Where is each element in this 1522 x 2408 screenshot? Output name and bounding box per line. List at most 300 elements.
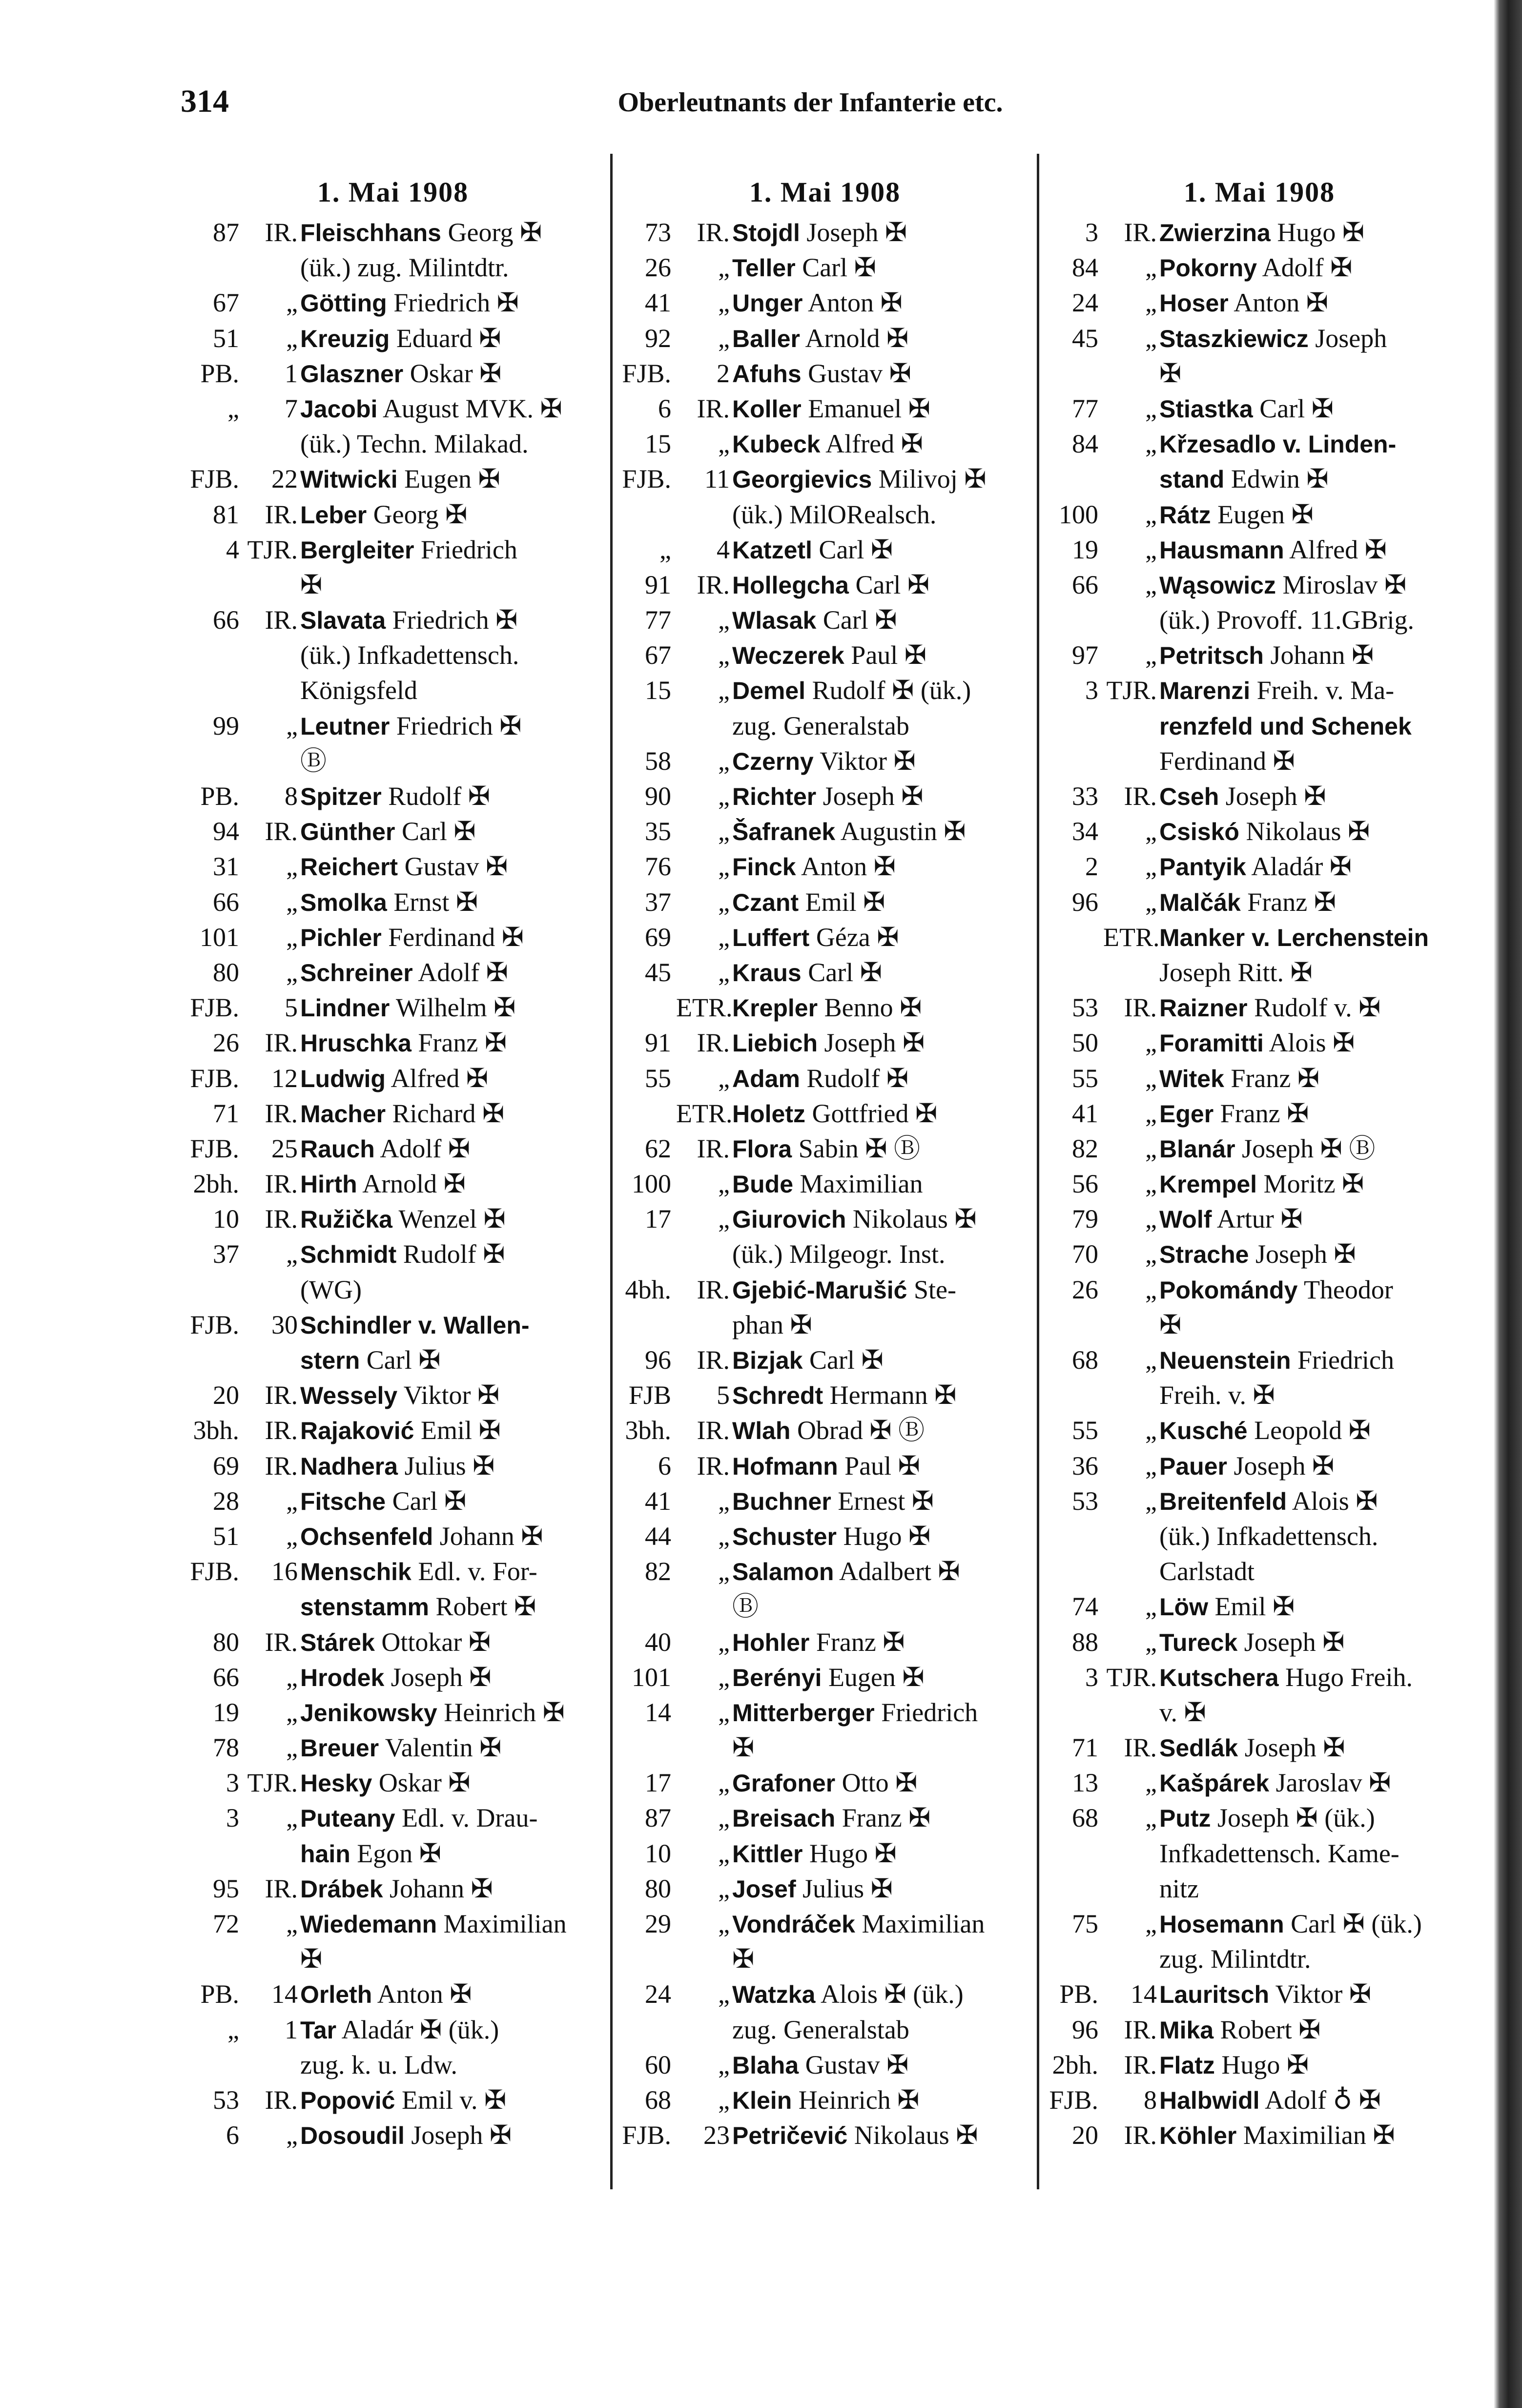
unit-type: 5	[285, 993, 298, 1023]
unit-number: 70	[1072, 1239, 1098, 1269]
officer-entry	[1159, 461, 1329, 497]
surname: Hrodek	[300, 1664, 385, 1691]
list-entry-line	[613, 708, 1037, 743]
surname: Rajaković	[300, 1417, 414, 1445]
given-name-and-notes: Hugo ✠	[1221, 2050, 1309, 2079]
list-entry-line	[1040, 567, 1479, 602]
given-name-and-notes: Carl ✠	[392, 1486, 467, 1516]
given-name-and-notes: Arnold ✠	[362, 1169, 466, 1199]
officer-entry	[732, 990, 922, 1026]
given-name-and-notes: Carl ✠	[809, 1345, 884, 1375]
unit-type: „	[286, 1239, 298, 1269]
unit-type: „	[718, 887, 730, 917]
given-name-and-notes: August MVK. ✠	[382, 393, 562, 423]
surname: Weczerek	[732, 642, 844, 670]
unit-type: „	[718, 2085, 730, 2115]
unit-type: 14	[271, 1979, 298, 2009]
list-entry-line	[181, 1589, 605, 1624]
given-name-and-notes: Artur ✠	[1216, 1204, 1303, 1234]
given-name-and-notes: Edl. v. Drau-	[402, 1803, 538, 1833]
unit-number: 29	[645, 1909, 671, 1938]
surname: Blaha	[732, 2051, 799, 2079]
surname: Richter	[732, 783, 817, 810]
unit-number: 15	[645, 676, 671, 705]
surname: Krepler	[732, 994, 818, 1022]
officer-entry	[300, 215, 542, 250]
surname: Leber	[300, 501, 367, 529]
list-entry-line	[181, 849, 605, 884]
given-name-and-notes: Géza ✠	[816, 922, 899, 952]
unit-number: 100	[632, 1169, 671, 1199]
officer-entry	[1159, 1307, 1181, 1343]
given-name-and-notes: Aladár ✠ (ük.)	[341, 2015, 499, 2044]
unit-type: „	[718, 288, 730, 318]
list-entry-line	[613, 849, 1037, 884]
unit-number: 24	[645, 1979, 671, 2009]
list-entry-line	[181, 1342, 605, 1378]
officer-entry	[732, 1413, 925, 1448]
unit-number: 4bh.	[625, 1275, 671, 1304]
officer-entry	[300, 885, 478, 920]
given-name-and-notes: Alois ✠	[1292, 1486, 1378, 1516]
unit-type: „	[1145, 1768, 1157, 1798]
unit-type: „	[718, 1662, 730, 1692]
officer-entry	[1159, 708, 1412, 744]
unit-number: 81	[213, 499, 239, 529]
officer-entry	[1159, 250, 1352, 286]
unit-number: 45	[1072, 323, 1098, 353]
unit-type: „	[718, 605, 730, 635]
officer-entry	[300, 2082, 506, 2118]
surname: Köhler	[1159, 2122, 1237, 2150]
officer-entry	[1159, 1906, 1422, 1942]
list-entry-line	[613, 1906, 1037, 1941]
unit-number: 79	[1072, 1204, 1098, 1234]
surname: Günther	[300, 818, 395, 846]
given-name-and-notes: Hermann ✠	[829, 1380, 957, 1410]
unit-type: 25	[271, 1133, 298, 1163]
list-entry-line	[1040, 1025, 1479, 1060]
surname: Götting	[300, 289, 387, 317]
list-entry-line	[613, 567, 1037, 602]
surname: Wlah	[732, 1417, 791, 1445]
unit-number: 28	[213, 1486, 239, 1516]
unit-type: 4	[717, 535, 730, 564]
list-entry-line	[1040, 1166, 1479, 1201]
unit-number: 53	[213, 2085, 239, 2115]
unit-type: „	[718, 1521, 730, 1551]
list-entry-line	[181, 1730, 605, 1765]
list-entry-line	[181, 673, 605, 708]
list-entry-line	[181, 250, 605, 285]
unit-number: 3	[226, 1803, 239, 1833]
list-entry-line	[613, 215, 1037, 250]
unit-type: 5	[717, 1380, 730, 1410]
surname: Czant	[732, 888, 799, 916]
officer-entry	[300, 1800, 537, 1836]
unit-number: 101	[632, 1662, 671, 1692]
given-name-and-notes: Robert ✠	[435, 1592, 536, 1622]
officer-entry	[732, 1061, 908, 1096]
list-entry-line	[181, 1554, 605, 1589]
officer-entry	[300, 990, 515, 1026]
unit-number: 88	[1072, 1627, 1098, 1657]
unit-number: 71	[213, 1098, 239, 1128]
surname: Tureck	[1159, 1628, 1238, 1656]
column-1	[181, 176, 605, 2153]
unit-number: 24	[1072, 288, 1098, 318]
officer-entry	[300, 779, 490, 814]
unit-type: „	[1145, 1592, 1157, 1622]
given-name-and-notes: Georg ✠	[373, 499, 468, 529]
list-entry-line	[613, 2082, 1037, 2118]
unit-number: 87	[213, 218, 239, 247]
unit-number: 45	[645, 957, 671, 987]
list-entry-line	[1040, 920, 1479, 955]
given-name-and-notes: Robert ✠	[1220, 2015, 1321, 2044]
surname: Reichert	[300, 853, 398, 881]
given-name-and-notes: Rudolf ✠	[806, 1063, 909, 1093]
list-entry-line	[613, 602, 1037, 638]
list-entry-line	[613, 1660, 1037, 1695]
unit-type: IR.	[697, 1451, 730, 1481]
surname: Hruschka	[300, 1029, 411, 1057]
given-name-and-notes: Ⓑ	[732, 1592, 759, 1622]
list-entry-line	[613, 1976, 1037, 2012]
officer-entry	[1159, 1061, 1319, 1096]
list-entry-line	[613, 2012, 1037, 2047]
list-entry-line	[613, 1272, 1037, 1307]
list-entry-line	[1040, 1871, 1479, 1906]
given-name-and-notes: Milivoj ✠	[878, 464, 987, 494]
unit-type: ETR.	[676, 993, 733, 1023]
officer-entry	[300, 391, 562, 427]
officer-entry	[732, 849, 896, 885]
surname: Pichler	[300, 924, 382, 951]
list-entry-line	[181, 779, 605, 814]
surname: Hosemann	[1159, 1911, 1284, 1938]
list-entry-line	[613, 1236, 1037, 1272]
unit-number: 35	[645, 817, 671, 846]
given-name-and-notes: Julius ✠	[404, 1451, 495, 1481]
officer-entry	[732, 814, 966, 849]
given-name-and-notes: Viktor ✠	[1275, 1979, 1372, 2009]
surname: Breisach	[732, 1805, 836, 1832]
unit-type: „	[1145, 1204, 1157, 1234]
surname: Zwierzina	[1159, 219, 1271, 247]
list-entry-line	[181, 1096, 605, 1131]
officer-entry	[300, 321, 501, 356]
given-name-and-notes: Carl ✠	[808, 957, 882, 987]
officer-entry	[300, 743, 327, 779]
officer-entry	[1159, 1096, 1309, 1132]
unit-type: IR.	[265, 218, 298, 247]
officer-entry	[732, 1660, 925, 1695]
surname: Hirth	[300, 1171, 357, 1198]
given-name-and-notes: Königsfeld	[300, 676, 417, 705]
unit-number: 3bh.	[193, 1416, 239, 1445]
unit-type: IR.	[1124, 2120, 1157, 2150]
unit-type: IR.	[265, 1416, 298, 1445]
surname: Pokorny	[1159, 254, 1257, 282]
list-entry-line	[181, 1061, 605, 1096]
list-entry-line	[613, 1096, 1037, 1131]
unit-number: 69	[213, 1451, 239, 1481]
officer-entry	[1159, 779, 1326, 814]
unit-type: IR.	[697, 1133, 730, 1163]
unit-type: IR.	[265, 1380, 298, 1410]
unit-type: IR.	[697, 393, 730, 423]
given-name-and-notes: Ernst ✠	[393, 887, 478, 917]
unit-type: 7	[285, 393, 298, 423]
unit-number: 91	[645, 570, 671, 599]
unit-type: „	[1145, 499, 1157, 529]
list-entry-line	[613, 532, 1037, 567]
unit-number: 71	[1072, 1733, 1098, 1763]
unit-type: „	[718, 1169, 730, 1199]
officer-entry	[300, 285, 519, 321]
list-entry-line	[1040, 1836, 1479, 1871]
officer-entry	[300, 250, 509, 286]
given-name-and-notes: Anton ✠	[377, 1979, 472, 2009]
given-name-and-notes: Emil ✠	[805, 887, 885, 917]
given-name-and-notes: Franz ✠	[1231, 1063, 1320, 1093]
officer-entry	[1159, 1166, 1364, 1202]
officer-entry	[1159, 1378, 1275, 1413]
officer-entry	[1159, 885, 1336, 920]
unit-number: 77	[1072, 393, 1098, 423]
unit-type: „	[286, 957, 298, 987]
unit-type: „	[718, 1838, 730, 1868]
unit-number: 66	[213, 887, 239, 917]
unit-type: „	[1145, 1486, 1157, 1516]
unit-number: 26	[213, 1028, 239, 1058]
surname: Hausmann	[1159, 536, 1284, 564]
list-entry-line	[1040, 426, 1479, 461]
officer-entry	[1159, 497, 1314, 533]
surname: Koller	[732, 395, 802, 423]
officer-entry	[300, 955, 508, 990]
surname: Raizner	[1159, 994, 1248, 1022]
unit-type: „	[1145, 393, 1157, 423]
list-entry-line	[613, 497, 1037, 532]
list-entry-line	[613, 1342, 1037, 1378]
unit-type: IR.	[265, 605, 298, 635]
unit-number: 6	[658, 393, 671, 423]
officer-entry	[732, 1871, 893, 1907]
officer-entry	[732, 1342, 884, 1378]
officer-entry	[300, 1166, 466, 1202]
officer-entry	[732, 1976, 964, 2012]
list-entry-line	[613, 1765, 1037, 1800]
unit-type: 16	[271, 1557, 298, 1586]
unit-type: „	[286, 1521, 298, 1551]
surname: Kusché	[1159, 1417, 1248, 1445]
unit-number: FJB.	[622, 358, 671, 388]
officer-entry	[1159, 215, 1364, 250]
list-entry-line	[1040, 1201, 1479, 1236]
given-name-and-notes: Gustav ✠	[805, 2050, 909, 2079]
officer-entry	[300, 1378, 499, 1413]
list-entry-line	[181, 1201, 605, 1236]
unit-type: „	[718, 957, 730, 987]
unit-type: IR.	[697, 1028, 730, 1058]
list-entry-line	[181, 1976, 605, 2012]
surname: Flatz	[1159, 2051, 1215, 2079]
list-entry-line	[613, 1166, 1037, 1201]
unit-type: „	[718, 2050, 730, 2079]
given-name-and-notes: Carl ✠	[802, 253, 876, 283]
given-name-and-notes: ✠	[300, 1944, 323, 1974]
officer-entry	[1159, 602, 1414, 638]
surname: Wiedemann	[300, 1911, 437, 1938]
surname: Drábek	[300, 1875, 383, 1903]
unit-type: „	[718, 253, 730, 283]
officer-entry	[300, 2118, 512, 2153]
unit-type: IR.	[697, 218, 730, 247]
given-name-and-notes: ✠	[732, 1944, 755, 1974]
surname: Wessely	[300, 1382, 398, 1410]
given-name-and-notes: Egon ✠	[357, 1838, 442, 1868]
surname: Šafranek	[732, 818, 836, 846]
unit-type: „	[1145, 640, 1157, 670]
unit-type: IR.	[1124, 1733, 1157, 1763]
list-entry-line	[181, 1695, 605, 1730]
officer-entry	[1159, 1236, 1356, 1272]
officer-entry	[732, 1941, 754, 1977]
unit-number: 50	[1072, 1028, 1098, 1058]
surname: Hesky	[300, 1770, 372, 1797]
given-name-and-notes: Paul ✠	[851, 640, 927, 670]
list-entry-line	[613, 1730, 1037, 1765]
given-name-and-notes: ✠	[1159, 1310, 1182, 1339]
given-name-and-notes: Anton ✠	[1234, 288, 1329, 318]
unit-type: TJR.	[1106, 676, 1157, 705]
unit-type: „	[718, 676, 730, 705]
surname: Baller	[732, 325, 800, 352]
list-entry-line	[613, 990, 1037, 1025]
column-heading: 1. Mai 1908	[1183, 176, 1336, 208]
list-entry-line	[181, 426, 605, 461]
unit-number: 74	[1072, 1592, 1098, 1622]
officer-entry	[300, 497, 467, 533]
unit-number: 66	[1072, 570, 1098, 599]
list-entry-line	[1040, 1765, 1479, 1800]
list-entry-line	[1040, 285, 1479, 320]
unit-type: „	[1145, 288, 1157, 318]
officer-entry	[732, 1554, 960, 1589]
given-name-and-notes: Freih. v. ✠	[1159, 1380, 1275, 1410]
list-entry-line	[613, 1589, 1037, 1624]
given-name-and-notes: v. ✠	[1159, 1697, 1206, 1727]
list-entry-line	[181, 532, 605, 567]
officer-entry	[732, 426, 923, 462]
given-name-and-notes: ✠	[300, 570, 323, 599]
given-name-and-notes: Alois ✠	[1269, 1028, 1355, 1058]
surname: Luffert	[732, 924, 810, 951]
unit-number: 53	[1072, 1486, 1098, 1516]
officer-entry	[300, 2012, 499, 2048]
list-entry-line	[1040, 2082, 1479, 2118]
surname: Popović	[300, 2086, 395, 2114]
unit-type: „	[718, 922, 730, 952]
surname: Stárek	[300, 1628, 375, 1656]
officer-entry	[300, 567, 322, 603]
unit-type: „	[718, 1204, 730, 1234]
given-name-and-notes: (ük.) Techn. Milakad.	[300, 429, 529, 459]
surname: stand	[1159, 466, 1225, 494]
list-entry-line	[181, 567, 605, 602]
unit-type: ETR.	[1103, 922, 1160, 952]
officer-entry	[300, 1976, 472, 2012]
given-name-and-notes: Richard ✠	[392, 1098, 505, 1128]
officer-entry	[300, 426, 529, 462]
surname: Foramitti	[1159, 1029, 1264, 1057]
unit-number: 41	[645, 288, 671, 318]
unit-number: 66	[213, 1662, 239, 1692]
given-name-and-notes: zug. k. u. Ldw.	[300, 2050, 457, 2079]
list-entry-line	[1040, 356, 1479, 391]
given-name-and-notes: Valentin ✠	[385, 1733, 502, 1763]
officer-entry	[732, 250, 876, 286]
given-name-and-notes: Julius ✠	[802, 1873, 893, 1903]
officer-entry	[1159, 1836, 1399, 1872]
unit-number: 3bh.	[625, 1416, 671, 1445]
unit-type: „	[1145, 817, 1157, 846]
given-name-and-notes: Adolf ✠	[418, 957, 508, 987]
unit-number: 68	[645, 2085, 671, 2115]
given-name-and-notes: Johann ✠	[439, 1521, 543, 1551]
officer-entry	[732, 1025, 925, 1061]
list-entry-line	[1040, 1730, 1479, 1765]
given-name-and-notes: Miroslav ✠	[1282, 570, 1407, 599]
list-entry-line	[1040, 1519, 1479, 1554]
surname: Leutner	[300, 712, 390, 740]
surname: Bizjak	[732, 1347, 803, 1374]
surname: Spitzer	[300, 783, 382, 810]
given-name-and-notes: Alois ✠ (ük.)	[820, 1979, 964, 2009]
surname: Vondráček	[732, 1911, 855, 1938]
surname: Bergleiter	[300, 536, 414, 564]
unit-number: PB.	[200, 358, 239, 388]
officer-entry	[732, 567, 929, 603]
unit-type: „	[1145, 535, 1157, 564]
given-name-and-notes: Arnold ✠	[805, 323, 909, 353]
list-entry-line	[1040, 1236, 1479, 1272]
given-name-and-notes: (ük.) Infkadettensch.	[300, 640, 519, 670]
list-entry-line	[613, 426, 1037, 461]
officer-entry	[1159, 1448, 1334, 1484]
surname: renzfeld und Schenek	[1159, 712, 1412, 740]
officer-entry	[1159, 1976, 1371, 2012]
given-name-and-notes: Friedrich	[1297, 1345, 1394, 1375]
list-entry-line	[181, 1307, 605, 1342]
given-name-and-notes: Augustin ✠	[840, 817, 966, 846]
given-name-and-notes: Gustav ✠	[808, 358, 911, 388]
surname: Flora	[732, 1135, 792, 1163]
officer-entry	[732, 885, 885, 920]
unit-type: „	[286, 1733, 298, 1763]
officer-entry	[300, 2047, 457, 2083]
unit-number: 20	[213, 1380, 239, 1410]
list-entry-line	[613, 1061, 1037, 1096]
unit-type: „	[718, 1979, 730, 2009]
list-entry-line	[1040, 1695, 1479, 1730]
surname: Kašpárek	[1159, 1770, 1270, 1797]
list-entry-line	[613, 1871, 1037, 1906]
given-name-and-notes: Freih. v. Ma-	[1256, 676, 1395, 705]
surname: Hofmann	[732, 1452, 838, 1480]
